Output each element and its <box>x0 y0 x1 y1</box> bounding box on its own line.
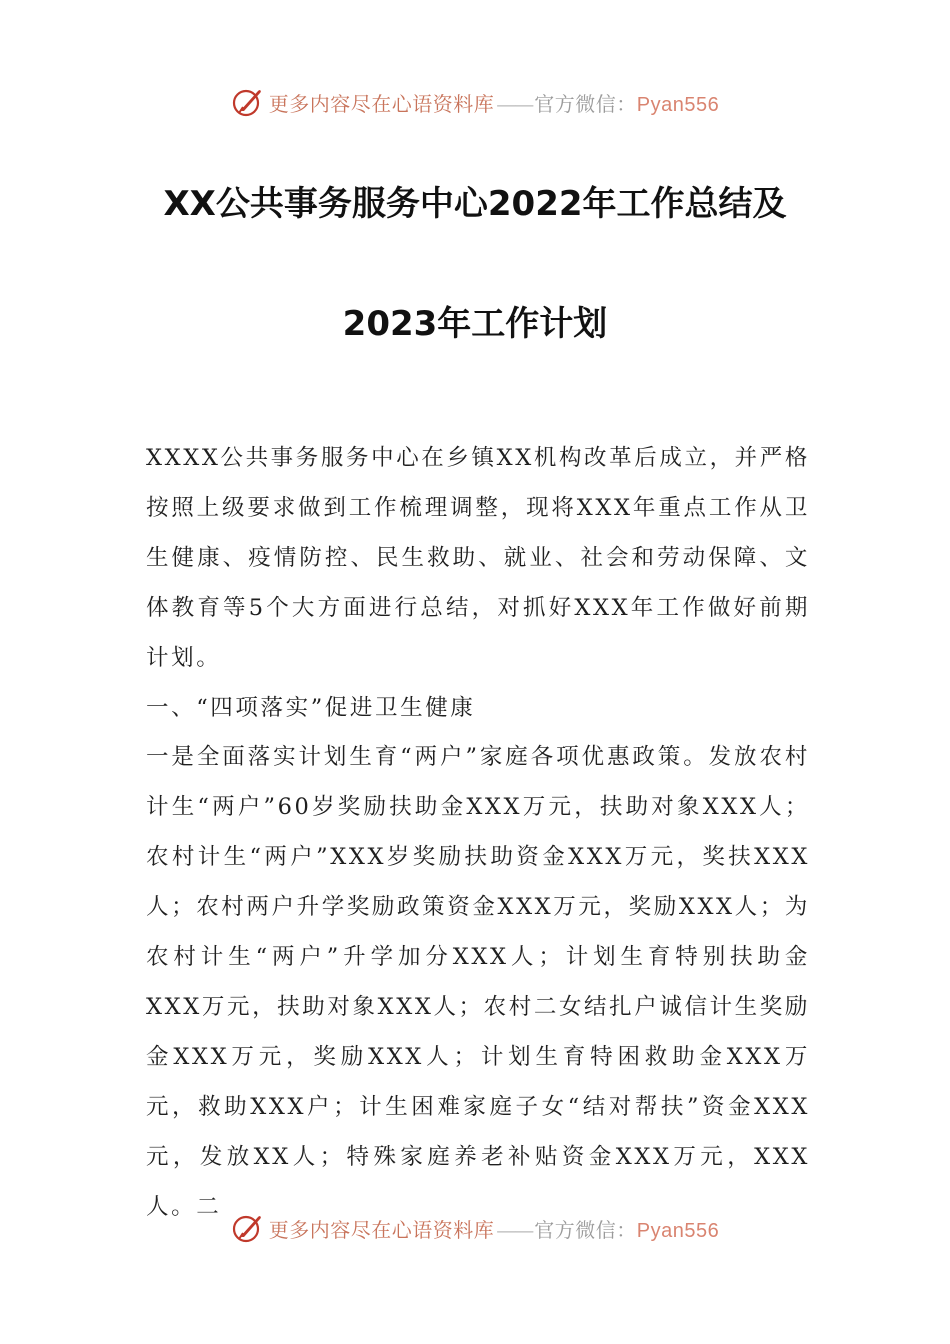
section-heading: 一、“四项落实”促进卫生健康 <box>146 694 476 721</box>
watermark-text: 更多内容尽在心语资料库 <box>268 91 495 116</box>
watermark-separator: —— <box>496 91 533 116</box>
watermark-footer <box>0 1208 950 1248</box>
watermark-label: 官方微信： <box>534 91 637 116</box>
quill-logo-icon <box>231 1211 265 1245</box>
watermark-header <box>0 82 950 122</box>
quill-logo-icon <box>231 85 265 119</box>
document-body <box>146 434 810 1233</box>
watermark-text: 更多内容尽在心语资料库 <box>268 1217 495 1242</box>
watermark-wechat-id: Pyan556 <box>636 1219 720 1242</box>
body-paragraph: 一是全面落实计划生育“两户”家庭各项优惠政策。发放农村计生“两户”60岁奖励扶助金XXX万元，扶助对象XXX人；农村计生“两户”XXX岁奖励扶助资金XXX万元，奖扶XXX人；农村两户升学奖励政策资金XXX万元，奖励XXX人；为农村计生“两户”升学加分XXX人；计划生育特别扶助金XXX万元，扶助对象XXX人；农村二女结扎户诚信计生奖励金XXX万元，奖励XXX人；计划生育特困救助金XXX万元，救助XXX户；计生困难家庭子女“结对帮扶”资金XXX元，发放XX人；特殊家庭养老补贴资金XXX万元，XXX人。二 <box>146 744 810 1220</box>
watermark-label: 官方微信： <box>534 1217 637 1242</box>
intro-paragraph: XXXX公共事务服务中心在乡镇XX机构改革后成立，并严格按照上级要求做到工作梳理调整，现将XXX年重点工作从卫生健康、疫情防控、民生救助、就业、社会和劳动保障、文体教育等5个大方面进行总结，对抓好XXX年工作做好前期计划。 <box>146 445 810 671</box>
document-title-line2: 2023年工作计划 <box>342 304 608 344</box>
watermark-separator: —— <box>496 1217 533 1242</box>
document-title-line1: XX公共事务服务中心2022年工作总结及 <box>163 184 787 224</box>
watermark-wechat-id: Pyan556 <box>636 93 720 116</box>
